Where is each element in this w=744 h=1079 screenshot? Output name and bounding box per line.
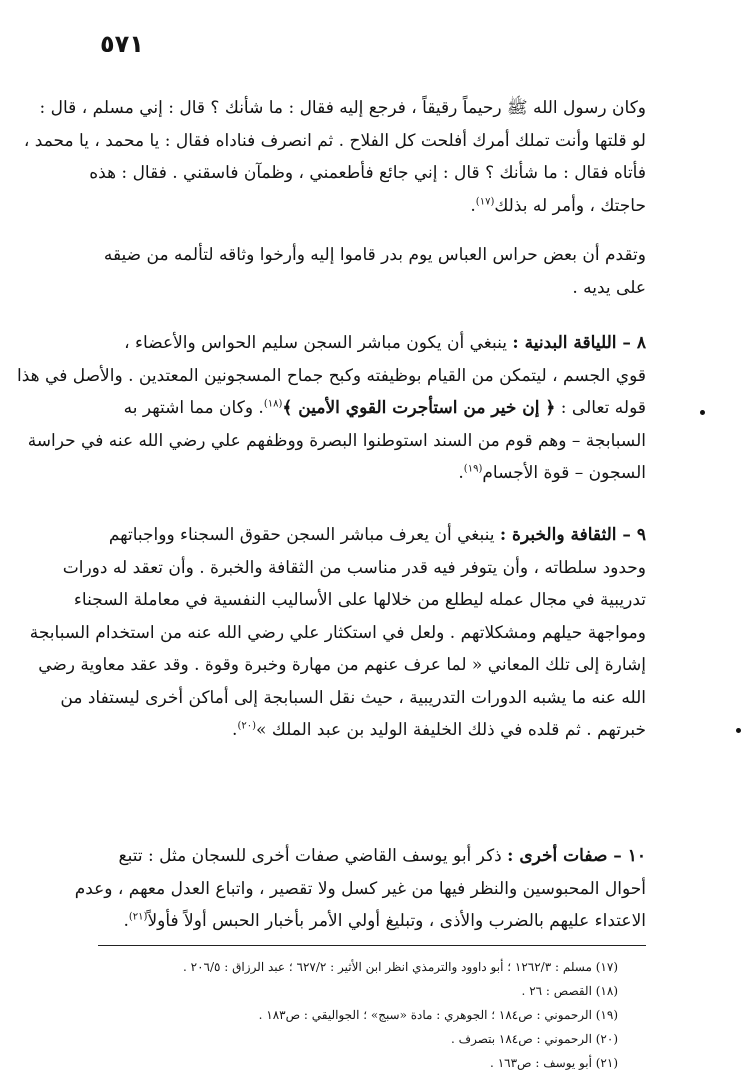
footnote-ref-20: (٢٠) xyxy=(237,720,257,732)
text-line: إشارة إلى تلك المعاني « لما عرف عنهم من مهارة وخبرة وقوة . وقد عقد معاوية رضي xyxy=(38,655,646,675)
footnotes xyxy=(98,955,618,1075)
footnote-divider xyxy=(98,945,646,946)
text-fragment: الاعتداء عليهم بالضرب والأذى ، وتبليغ أولي الأمر بأخبار الحبس أولاً فأولاً xyxy=(147,911,646,931)
page-number: ٥٧١ xyxy=(100,30,144,58)
text-line-with-heading xyxy=(98,327,646,360)
footnote-21: (٢١) أبو يوسف : ص١٦٣ . xyxy=(490,1056,618,1070)
text-fragment: . وكان مما اشتهر به xyxy=(123,398,264,418)
text-line-with-footnote: السجون – قوة الأجسام$^{(١٩)}$. xyxy=(458,463,646,483)
footnote-ref-19: (١٩) xyxy=(463,463,483,475)
text-line-with-footnote: الاعتداء عليهم بالضرب والأذى ، وتبليغ أولي الأمر بأخبار الحبس أولاً فأولاً$^{(٢١)}$. xyxy=(123,911,646,931)
text-line-with-verse xyxy=(98,392,646,425)
text-line-with-heading xyxy=(98,519,646,552)
margin-dot xyxy=(736,728,741,733)
footnote-18: (١٨) القصص : ٢٦ . xyxy=(521,984,618,998)
footnote-ref-18: (١٨) xyxy=(263,398,283,410)
margin-dot xyxy=(700,410,705,415)
section-heading-10: ١٠ – صفات أخرى : xyxy=(507,846,646,866)
section-other-qualities xyxy=(74,840,646,938)
text-line: السبابجة – وهم قوم من السند استوطنوا البصرة ووظفهم علي رضي الله عنه في حراسة xyxy=(27,430,646,451)
footnote-19: (١٩) الرحموني : ص١٨٤ ؛ الجوهري : مادة «سبج» ؛ الجواليقي : ص١٨٣ . xyxy=(258,1008,618,1022)
text-line-with-footnote: حاجتك ، وأمر له بذلك$^{(١٧)}$. xyxy=(470,195,646,216)
text-line: وتقدم أن بعض حراس العباس يوم بدر قاموا إليه وأرخوا وثاقه لتألمه من ضيقه xyxy=(103,245,646,265)
text-fragment: السجون – قوة الأجسام xyxy=(482,463,646,483)
text-fragment: قوله تعالى : xyxy=(560,398,646,418)
section-culture-experience xyxy=(29,519,646,747)
text-fragment: ذكر أبو يوسف القاضي صفات أخرى للسجان مثل : تتبع xyxy=(118,846,502,866)
text-line: ومواجهة حيلهم ومشكلاتهم . ولعل في استكثار علي رضي الله عنه من استخدام السبابجة xyxy=(29,622,646,643)
paragraph-abbas-guards xyxy=(98,239,646,304)
text-fragment: حاجتك ، وأمر له بذلك xyxy=(494,195,646,216)
paragraph-prophet-story xyxy=(23,92,646,222)
text-line: على يديه . xyxy=(572,277,646,298)
text-line: وحدود سلطاته ، وأن يتوفر فيه قدر مناسب من الثقافة والخبرة . وأن تعقد له دورات xyxy=(62,557,646,578)
text-line: أحوال المحبوسين والنظر فيها من غير كسل ولا تقصير ، واتباع العدل معهم ، وعدم xyxy=(74,878,646,899)
text-line-with-heading xyxy=(98,840,646,873)
text-line: وكان رسول الله ﷺ رحيماً رقيقاً ، فرجع إليه فقال : ما شأنك ؟ قال : إني مسلم ، قال : xyxy=(39,98,646,118)
footnote-ref-21: (٢١) xyxy=(128,911,148,923)
text-line: تدريبية في مجال عمله ليطلع من خلالها على الأساليب النفسية في معاملة السجناء xyxy=(73,590,646,610)
quran-verse: ﴿ إن خير من استأجرت القوي الأمين ﴾ xyxy=(282,398,556,418)
footnote-17: (١٧) مسلم : ١٢٦٢/٣ ؛ أبو داوود والترمذي انظر ابن الأثير : ٦٢٧/٢ ؛ عبد الرزاق : ٢٠٦/٥ . xyxy=(182,960,618,974)
section-heading-9: ٩ – الثقافة والخبرة : xyxy=(499,525,646,545)
text-fragment: ينبغي أن يعرف مباشر السجن حقوق السجناء وواجباتهم xyxy=(108,525,495,545)
text-line: فأتاه فقال : ما شأنك ؟ قال : إني جائع فأطعمني ، وظمآن فاسقني . فقال : هذه xyxy=(89,163,646,183)
footnote-20: (٢٠) الرحموني : ص١٨٤ بتصرف . xyxy=(451,1032,618,1046)
text-fragment: ينبغي أن يكون مباشر السجن سليم الحواس والأعضاء ، xyxy=(124,333,507,353)
text-line-with-footnote: خبرتهم . ثم قلده في ذلك الخليفة الوليد بن عبد الملك »$^{(٢٠)}$. xyxy=(232,720,646,740)
text-line: قوي الجسم ، ليتمكن من القيام بوظيفته وكبح جماح المسجونين المعتدين . والأصل في هذا xyxy=(17,365,646,386)
text-line: الله عنه ما يشبه الدورات التدريبية ، حيث نقل السبابجة إلى أماكن أخرى ليستفاد من xyxy=(60,687,646,708)
section-physical-fitness xyxy=(17,327,646,490)
footnote-ref-17: (١٧) xyxy=(475,195,495,207)
text-line: لو قلتها وأنت تملك أمرك أفلحت كل الفلاح . ثم انصرف فناداه فقال : يا محمد ، يا محمد ، xyxy=(23,130,646,151)
text-fragment: خبرتهم . ثم قلده في ذلك الخليفة الوليد بن عبد الملك » xyxy=(256,720,646,740)
section-heading-8: ٨ – اللياقة البدنية : xyxy=(512,333,646,353)
